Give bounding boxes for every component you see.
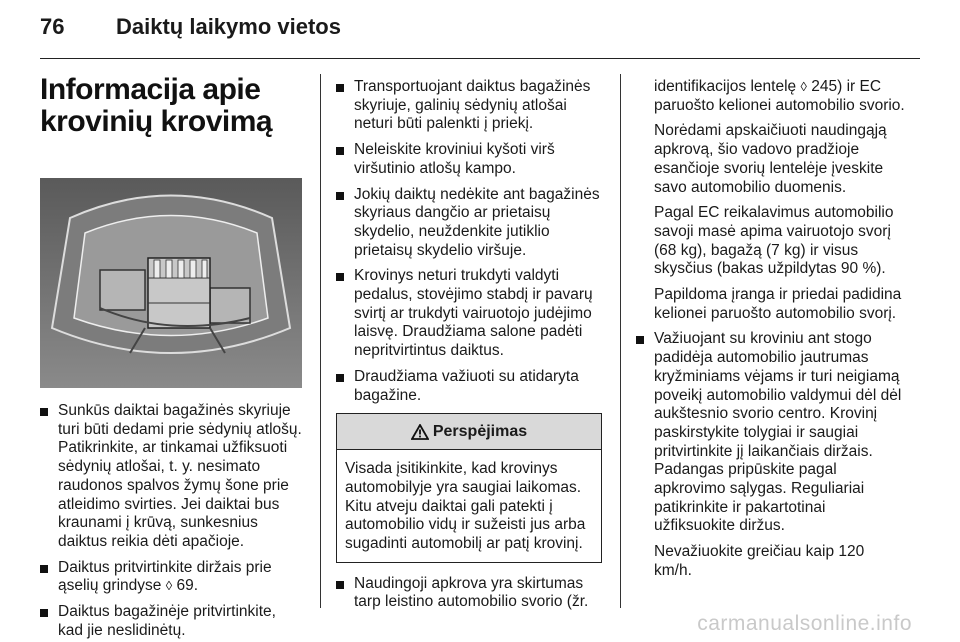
list-item: Transportuojant daiktus bagažinės skyriuje, galinių sėdynių atlošai neturi būti palenkti į priekį.	[336, 78, 602, 134]
bullet-icon	[40, 408, 48, 416]
paragraph: Norėdami apskaičiuoti naudingąją apkrovą, šio vadovo pradžioje esančioje svorių lentelėje įveskite savo automobilio duomenis.	[654, 122, 887, 196]
bullet-icon	[336, 374, 344, 382]
trunk-illustration	[40, 178, 302, 388]
bullet-icon	[336, 192, 344, 200]
list-item: Važiuojant su kroviniu ant stogo padidėja automobilio jautrumas kryžminiams vėjams ir turi neigiamą poveikį automobilio valdymui dėl dėl aukštesnio svorio centro. Krovinį paskirstykite tolygiai ir saugiai pritvirtinkite jį laikančiais diržais. Padangas pripūskite pagal apkrovimo sąlygas. Reguliariai patikrinkite ir pakartotinai užfiksuokite diržus.	[636, 330, 906, 536]
bullet-icon	[40, 565, 48, 573]
column-divider	[320, 74, 321, 608]
column-right	[636, 78, 906, 588]
page-ref-arrow-icon: ◊	[165, 578, 173, 594]
chapter-title: Daiktų laikymo vietos	[116, 14, 341, 39]
column-divider	[620, 74, 621, 608]
list-item: Draudžiama važiuoti su atidaryta bagažine.	[336, 368, 602, 405]
loading-tips-list	[40, 402, 302, 640]
paragraph: Papildoma įranga ir priedai padidina kelionei paruošto automobilio svorį.	[654, 286, 902, 322]
page-number: 76	[40, 14, 65, 39]
warning-triangle-icon	[411, 424, 429, 440]
paragraph: Pagal EC reikalavimus automobilio savoji masė apima vairuotojo svorį (68 kg), bagažą (7 kg) ir visus skysčius (bakas užpildytas 90 %).	[654, 204, 894, 278]
bullet-icon	[336, 84, 344, 92]
warning-title: Perspėjimas	[432, 422, 528, 440]
bullet-icon	[636, 336, 644, 344]
page-header	[40, 14, 341, 48]
list-item: Neleiskite kroviniui kyšoti virš viršutinio atlošų kampo.	[336, 141, 602, 178]
list-item: Sunkūs daiktai bagažinės skyriuje turi būti dedami prie sėdynių atlošų. Patikrinkite, ar tinkamai užfiksuoti sėdynių atlošai, t. y. nesimato raudonos spalvos žymų šone prie atleidimo svirties. Jei daiktai bus kraunami į krūvą, sunkesnius daiktus reikia dėti apačioje.	[40, 402, 302, 552]
list-item: Jokių daiktų nedėkite ant bagažinės skyriaus dangčio ar prietaisų skydelio, neuždenkite jutiklio prietaisų skydelio viršuje.	[336, 186, 602, 261]
bullet-icon	[336, 581, 344, 589]
bullet-icon	[336, 147, 344, 155]
roof-load-list	[636, 330, 906, 536]
list-item: Naudingoji apkrova yra skirtumas tarp leistino automobilio svorio (žr.	[336, 575, 602, 612]
column-left	[40, 74, 302, 642]
column-middle	[336, 78, 602, 619]
header-divider	[40, 58, 920, 59]
warning-header	[337, 414, 601, 450]
list-item: Daiktus bagažinėje pritvirtinkite, kad jie neslidinėtų.	[40, 603, 302, 640]
list-item: Daiktus pritvirtinkite diržais prie ąselių grindyse ◊ 69.	[40, 559, 302, 596]
bullet-icon	[336, 273, 344, 281]
payload-list	[336, 575, 602, 612]
warning-box	[336, 413, 602, 563]
bullet-icon	[40, 609, 48, 617]
warning-text: Visada įsitikinkite, kad krovinys automobilyje yra saugiai laikomas. Kitu atveju daiktai gali patekti į automobilio vidų ir sužeisti jus arba sugadinti automobilį ar patį krovinį.	[345, 460, 586, 553]
section-title: Informacija apie krovinių krovimą	[40, 73, 273, 138]
watermark: carmanualsonline.info	[697, 612, 912, 635]
page-reference-link[interactable]: 69.	[176, 577, 199, 595]
page-reference-link[interactable]: 245) ir EC	[811, 78, 882, 95]
trunk-drawing-icon	[40, 178, 302, 388]
list-item: Krovinys neturi trukdyti valdyti pedalus, stovėjimo stabdį ir pavarų svirtį ar trukdyti vairuotojo judėjimo laisvę. Draudžiama salone padėti nepritvirtintus daiktus.	[336, 267, 602, 361]
loading-rules-list	[336, 78, 602, 405]
paragraph: Nevažiuokite greičiau kaip 120 km/h.	[654, 543, 865, 579]
paragraph: identifikacijos lentelę ◊ 245) ir EC paruošto kelionei automobilio svorio.	[654, 78, 905, 114]
page-ref-arrow-icon: ◊	[800, 79, 807, 94]
